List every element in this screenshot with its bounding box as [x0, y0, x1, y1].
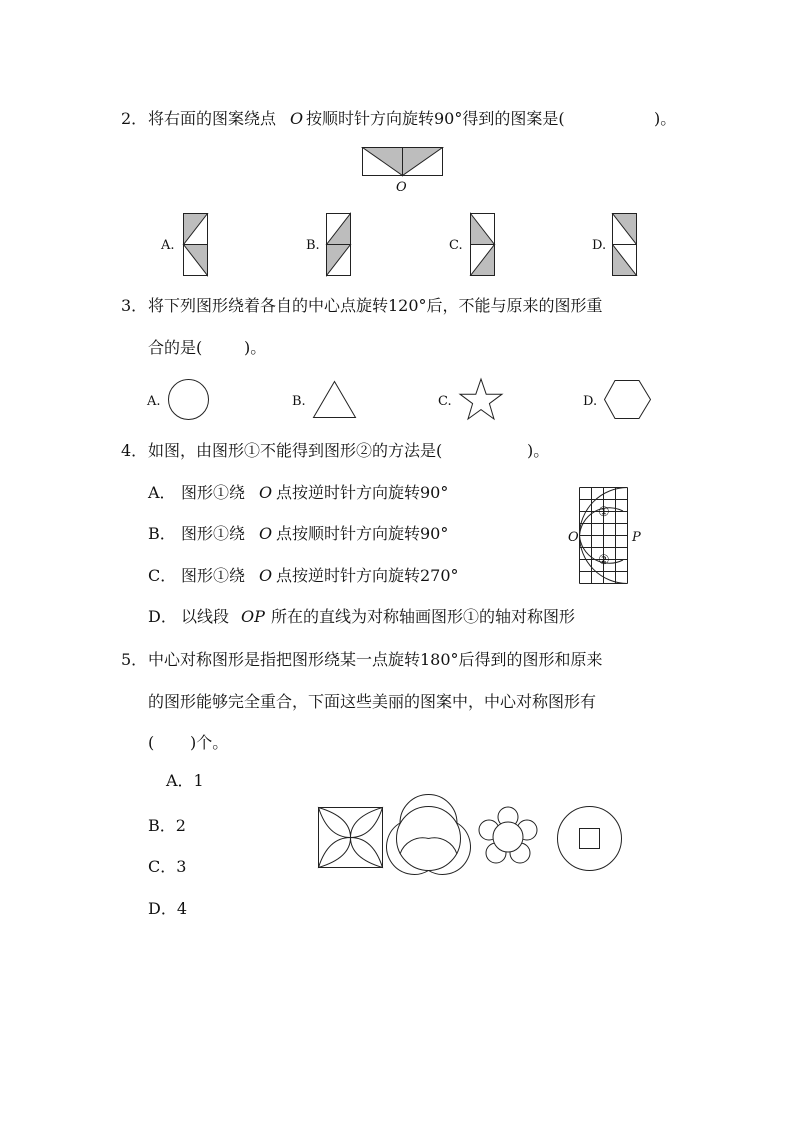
q3-option-b-triangle[interactable] — [313, 381, 357, 419]
q5-pattern-coin — [557, 806, 623, 872]
q4-option-a-letter: A． — [148, 483, 176, 502]
q4-option-c-point: O — [259, 566, 273, 585]
q2-number: 2． — [121, 109, 148, 128]
q3-option-c-star[interactable] — [459, 378, 505, 422]
q4-option-d-letter: D． — [148, 607, 177, 626]
q4-option-b-post: 点按顺时针方向旋转90° — [276, 524, 449, 543]
q4-number: 4． — [121, 441, 148, 460]
q5-option-c[interactable]: C．3 — [148, 857, 187, 876]
q5-pattern-flower — [476, 805, 540, 869]
q5-option-a[interactable]: A．1 — [166, 771, 204, 790]
q5-number: 5． — [121, 650, 148, 669]
q3-option-b-label[interactable]: B. — [292, 394, 306, 409]
q2-option-b-figure[interactable] — [326, 213, 352, 277]
q5-line1: 中心对称图形是指把图形绕某一点旋转180°后得到的图形和原来 — [148, 650, 603, 669]
q2-stem-rest: 按顺时针方向旋转90°得到的图案是( — [306, 109, 565, 128]
q4-option-c-letter: C． — [148, 566, 177, 585]
q2-original-figure — [362, 147, 444, 179]
q3-option-d-label[interactable]: D. — [583, 394, 598, 409]
q2-option-b-label[interactable]: B. — [306, 238, 320, 253]
q4-option-d-point: OP — [241, 607, 265, 626]
q5-pattern-circle-arcs — [396, 806, 462, 872]
q3-option-a-label[interactable]: A. — [147, 394, 161, 409]
q4-figure-label-p: P — [632, 530, 641, 545]
q5-line3-close: )个。 — [190, 733, 229, 752]
q4-option-a-point: O — [259, 483, 273, 502]
q3-option-c-label[interactable]: C. — [438, 394, 452, 409]
q2-figure-label-o: O — [396, 180, 407, 195]
q2-option-a-label[interactable]: A. — [161, 238, 175, 253]
q5-option-b[interactable]: B．2 — [148, 816, 186, 835]
q2-option-d-label[interactable]: D. — [592, 238, 607, 253]
q4-option-b-letter: B． — [148, 524, 176, 543]
q2-point-label: O — [290, 109, 304, 128]
q4-option-d-pre: 以线段 — [181, 607, 230, 626]
q4-figure-label-o: O — [568, 530, 579, 545]
q4-option-d-post: 所在的直线为对称轴画图形①的轴对称图形 — [271, 607, 576, 626]
q3-line2-end: )。 — [244, 338, 267, 357]
q2-stem-text: 将右面的图案绕点 — [148, 109, 277, 128]
q4-option-b-pre: 图形①绕 — [181, 524, 246, 543]
q2-option-a-figure[interactable] — [183, 213, 209, 277]
q4-figure-shape1-label: ① — [598, 505, 610, 520]
q4-option-a-post: 点按逆时针方向旋转90° — [276, 483, 449, 502]
q4-option-c-pre: 图形①绕 — [181, 566, 246, 585]
q4-option-c-post: 点按逆时针方向旋转270° — [276, 566, 459, 585]
q5-line3-open: ( — [148, 733, 155, 752]
q4-figure-shape2-label: ② — [598, 553, 610, 568]
q2-option-c-figure[interactable] — [470, 213, 496, 277]
q4-stem: 如图，由图形①不能得到图形②的方法是( — [148, 441, 443, 460]
q4-option-a-pre: 图形①绕 — [181, 483, 246, 502]
q5-pattern-square-petals — [318, 807, 384, 869]
q3-option-d-hexagon[interactable] — [604, 380, 652, 420]
q2-stem-end: )。 — [654, 109, 677, 128]
q4-stem-end: )。 — [527, 441, 550, 460]
q3-line1: 将下列图形绕着各自的中心点旋转120°后，不能与原来的图形重 — [148, 296, 603, 315]
q4-option-b-point: O — [259, 524, 273, 543]
q3-line2: 合的是( — [148, 338, 203, 357]
q2-option-c-label[interactable]: C. — [449, 238, 463, 253]
q2-option-d-figure[interactable] — [612, 213, 638, 277]
q5-line2: 的图形能够完全重合，下面这些美丽的图案中，中心对称图形有 — [148, 692, 597, 711]
q3-number: 3． — [121, 296, 148, 315]
q3-option-a-circle[interactable] — [168, 379, 210, 421]
q5-option-d[interactable]: D．4 — [148, 899, 188, 918]
